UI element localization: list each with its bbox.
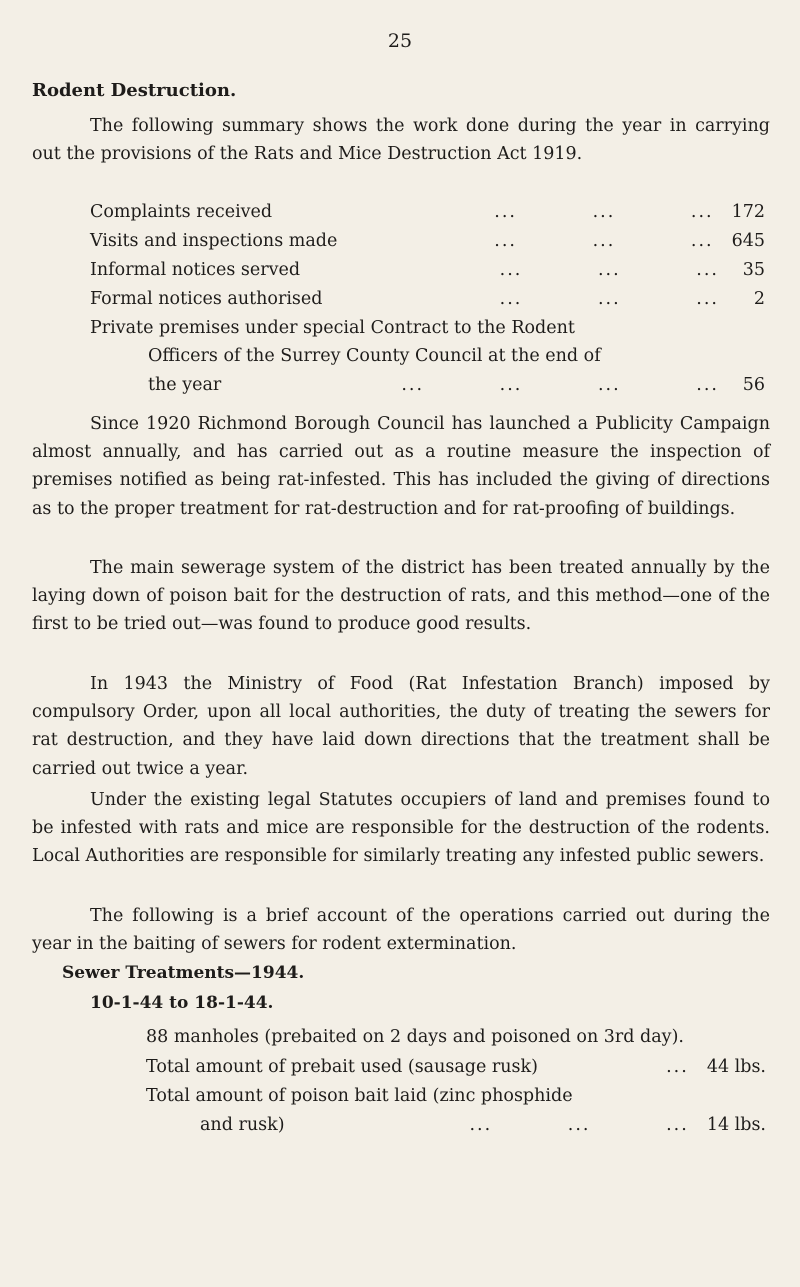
manholes-line: 88 manholes (prebaited on 2 days and poisoned on 3rd day). <box>146 1027 684 1047</box>
private-premises-value: 56 <box>742 375 765 395</box>
paragraph-publicity: Since 1920 Richmond Borough Council has launched a Publicity Campaign almost annually, and has carried out as a routine measure the inspection of premises notified as being rat-infested. This has included the giving of directions as to the proper treatment for rat-destruction and for rat-proofing of buildings. <box>32 414 770 519</box>
summary-value: 172 <box>731 202 765 222</box>
summary-value: 2 <box>753 289 765 309</box>
leader-dots: ... ... ... ... <box>401 375 719 395</box>
paragraph-statutes: Under the existing legal Statutes occupiers of land and premises found to be infested with rats and mice are responsible for the destruction of the rodents. Local Authorities are responsible for similarly treating any infested public sewers. <box>32 790 770 867</box>
summary-label: Formal notices authorised <box>90 289 323 309</box>
private-premises-line2-wrap <box>90 342 690 370</box>
summary-label: Visits and inspections made <box>90 231 338 251</box>
summary-value: 645 <box>731 231 765 251</box>
sewer-treatments-heading: Sewer Treatments—1944. <box>62 963 305 983</box>
paragraph-ministry: In 1943 the Ministry of Food (Rat Infestation Branch) imposed by compulsory Order, upon all local authorities, the duty of treating the sewers for rat destruction, and they have laid down directions that the treatment shall be carried out twice a year. <box>32 674 770 779</box>
summary-value: 35 <box>742 260 765 280</box>
section-heading: Rodent Destruction. <box>32 80 237 101</box>
leader-dots: ... <box>666 1057 689 1077</box>
private-premises-line2: Officers of the Surrey County Council at the end of <box>148 346 601 366</box>
summary-label: Informal notices served <box>90 260 301 280</box>
poison-line1: Total amount of poison bait laid (zinc phosphide <box>146 1086 573 1106</box>
summary-row-visits <box>90 227 765 255</box>
leader-dots: ... ... ... <box>499 260 719 280</box>
poison-row <box>200 1111 766 1139</box>
leader-dots: ... ... ... <box>499 289 719 309</box>
leader-dots: ... ... ... <box>494 231 714 251</box>
summary-row-informal <box>90 256 765 284</box>
page-number: 25 <box>387 30 413 52</box>
summary-row-formal <box>90 285 765 313</box>
treatment-period: 10-1-44 to 18-1-44. <box>90 993 274 1013</box>
paragraph-operations: The following is a brief account of the operations carried out during the year in the baiting of sewers for rodent extermination. <box>32 906 770 955</box>
paragraph-sewerage: The main sewerage system of the district has been treated annually by the laying down of poison bait for the destruction of rats, and this method—one of the first to be tried out—was found to produce good results. <box>32 558 770 635</box>
summary-label: Complaints received <box>90 202 273 222</box>
poison-line2: and rusk) <box>200 1115 285 1135</box>
private-premises-row <box>148 371 765 399</box>
prebait-value: 44 lbs. <box>706 1057 766 1077</box>
leader-dots: ... ... ... <box>494 202 714 222</box>
poison-value: 14 lbs. <box>706 1115 766 1135</box>
intro-paragraph: The following summary shows the work done during the year in carrying out the provisions of the Rats and Mice Destruction Act 1919. <box>32 116 770 165</box>
private-premises-line3: the year <box>148 375 222 395</box>
leader-dots: ... ... ... <box>469 1115 689 1135</box>
private-premises-line1: Private premises under special Contract to the Rodent <box>90 318 575 338</box>
summary-row-complaints <box>90 198 765 226</box>
prebait-row <box>146 1053 766 1081</box>
prebait-label: Total amount of prebait used (sausage rusk) <box>146 1057 538 1077</box>
